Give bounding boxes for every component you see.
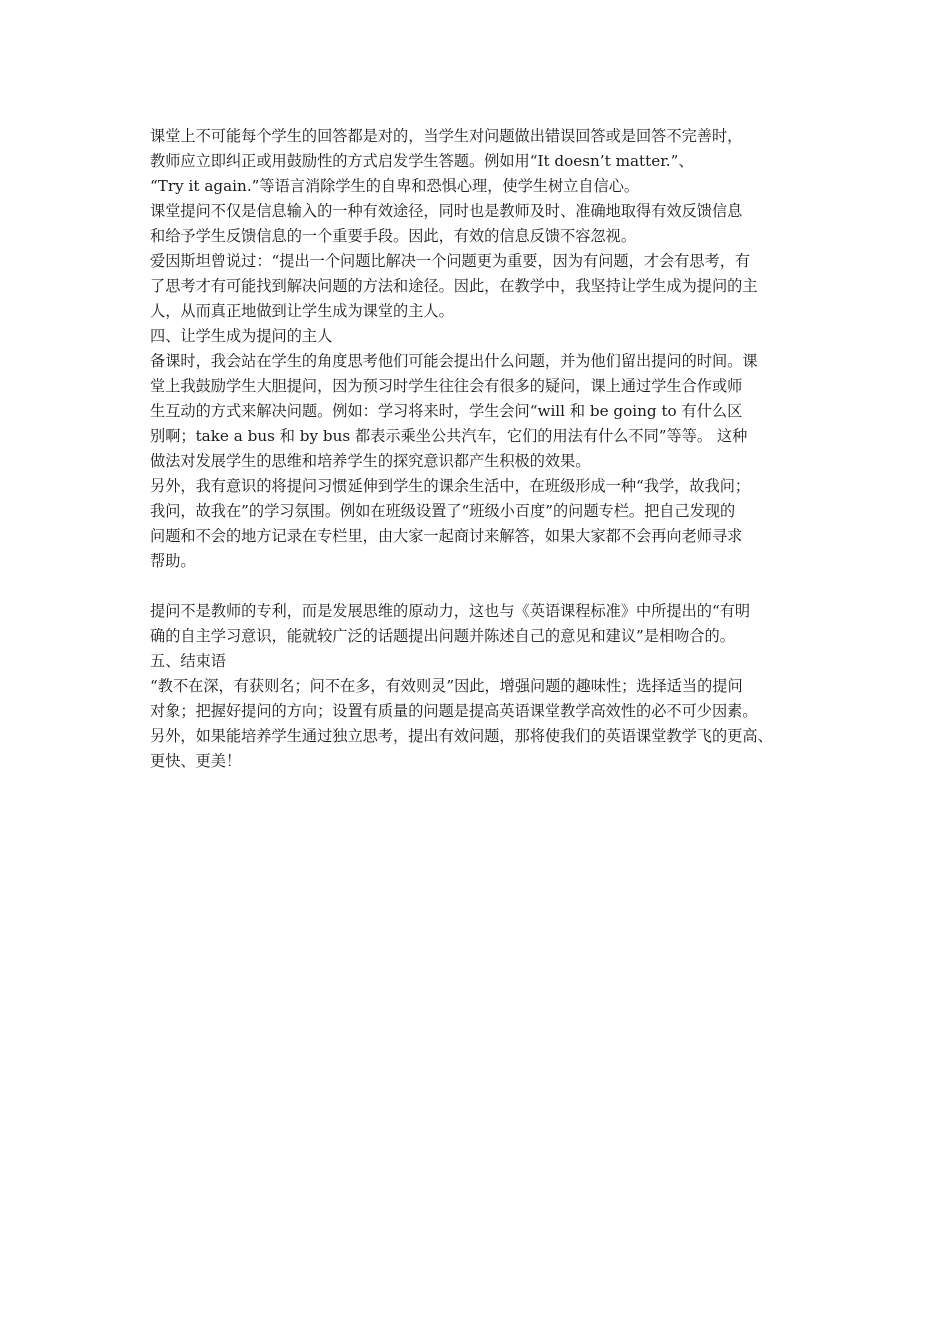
paragraph-line: 我问，故我在”的学习氛围。例如在班级设置了“班级小百度”的问题专栏。把自己发现的 [150,502,736,520]
paragraph-line: 另外，如果能培养学生通过独立思考，提出有效问题，那将使我们的英语课堂教学飞的更高、 [150,727,773,745]
paragraph-line: 确的自主学习意识，能就较广泛的话题提出问题并陈述自己的意见和建议”是相吻合的。 [150,627,735,645]
paragraph-line: 帮助。 [150,552,196,570]
paragraph-line: 人，从而真正地做到让学生成为课堂的主人。 [150,302,454,320]
paragraph-line: 另外，我有意识的将提问习惯延伸到学生的课余生活中，在班级形成一种“我学，故我问； [150,477,751,495]
blank-line [150,574,815,599]
document-body [150,124,815,774]
paragraph-line: 教师应立即纠正或用鼓励性的方式启发学生答题。例如用“It doesn’t matter.”、 [150,152,694,170]
section-heading: 五、结束语 [150,652,226,670]
paragraph-line: 生互动的方式来解决问题。例如：学习将来时，学生会问“will 和 be going to 有什么区 [150,402,743,420]
paragraph-line: 做法对发展学生的思维和培养学生的探究意识都产生积极的效果。 [150,452,591,470]
paragraph-line: 和给予学生反馈信息的一个重要手段。因此，有效的信息反馈不容忽视。 [150,227,636,245]
paragraph-line: 堂上我鼓励学生大胆提问，因为预习时学生往往会有很多的疑问，课上通过学生合作或师 [150,377,743,395]
paragraph-line: 爱因斯坦曾说过：“提出一个问题比解决一个问题更为重要，因为有问题，才会有思考，有 [150,252,751,270]
paragraph-line: 别啊；take a bus 和 by bus 都表示乘坐公共汽车，它们的用法有什么不同”等等。 这种 [150,427,748,445]
paragraph-line: 更快、更美！ [150,752,242,770]
paragraph-line: 对象；把握好提问的方向；设置有质量的问题是提高英语课堂教学高效性的必不可少因素。 [150,702,758,720]
paragraph-line: 课堂上不可能每个学生的回答都是对的，当学生对问题做出错误回答或是回答不完善时， [150,127,743,145]
paragraph-line: 课堂提问不仅是信息输入的一种有效途径，同时也是教师及时、准确地取得有效反馈信息 [150,202,743,220]
paragraph-line: 了思考才有可能找到解决问题的方法和途径。因此，在教学中，我坚持让学生成为提问的主 [150,277,758,295]
paragraph-line: “Try it again.”等语言消除学生的自卑和恐惧心理，使学生树立自信心。 [150,177,640,195]
paragraph-line: 问题和不会的地方记录在专栏里，由大家一起商讨来解答，如果大家都不会再向老师寻求 [150,527,743,545]
paragraph-line: 提问不是教师的专利，而是发展思维的原动力，这也与《英语课程标准》中所提出的“有明 [150,602,751,620]
paragraph-line: 备课时，我会站在学生的角度思考他们可能会提出什么问题，并为他们留出提问的时间。课 [150,352,758,370]
paragraph-line: “教不在深，有获则名；问不在多，有效则灵”因此，增强问题的趣味性；选择适当的提问 [150,677,743,695]
section-heading: 四、让学生成为提问的主人 [150,327,333,345]
